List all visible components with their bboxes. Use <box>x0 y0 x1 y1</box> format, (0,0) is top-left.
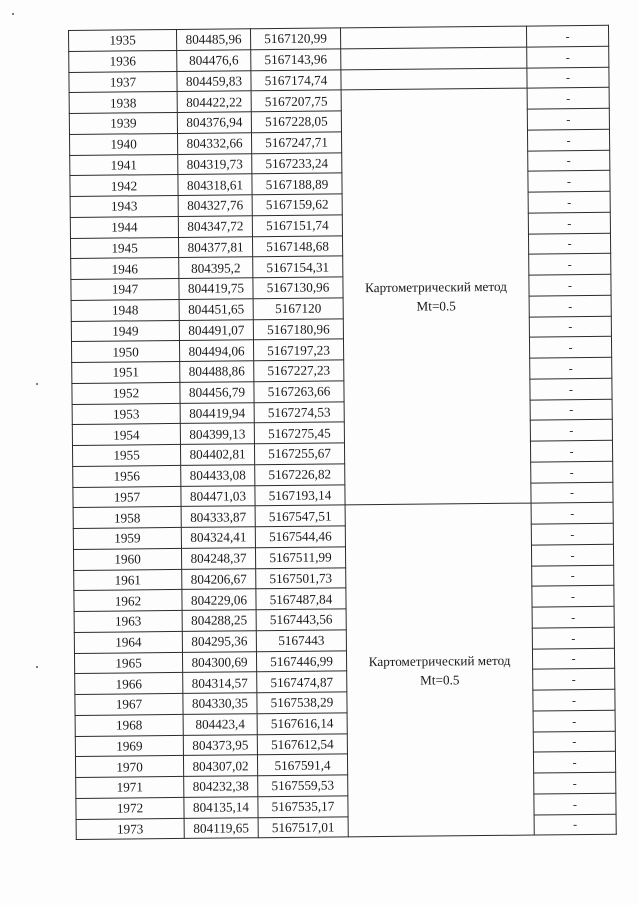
point-number-cell: 1963 <box>74 610 182 632</box>
note-cell: - <box>532 606 614 628</box>
point-number-cell: 1951 <box>72 361 180 383</box>
point-number-cell: 1973 <box>76 818 184 840</box>
x-coordinate-cell: 804248,37 <box>181 547 255 568</box>
note-cell: - <box>532 627 614 649</box>
x-coordinate-cell: 804485,96 <box>176 29 250 50</box>
point-number-cell: 1970 <box>75 756 183 778</box>
x-coordinate-cell: 804300,69 <box>182 651 256 672</box>
note-cell: - <box>528 150 610 172</box>
x-coordinate-cell: 804494,06 <box>179 340 253 361</box>
y-coordinate-cell: 5167443,56 <box>256 609 346 631</box>
y-coordinate-cell: 5167130,96 <box>253 277 343 299</box>
point-number-cell: 1953 <box>72 403 180 425</box>
coordinates-sheet <box>68 25 616 870</box>
y-coordinate-cell: 5167443 <box>256 630 346 652</box>
note-cell: - <box>533 731 615 753</box>
x-coordinate-cell: 804377,81 <box>178 236 252 257</box>
method-name: Картометрический метод <box>368 652 511 669</box>
y-coordinate-cell: 5167591,4 <box>257 754 347 776</box>
x-coordinate-cell: 804232,38 <box>184 776 258 797</box>
y-coordinate-cell: 5167228,05 <box>251 111 341 133</box>
coordinates-table-body <box>69 25 617 839</box>
point-number-cell: 1955 <box>72 444 180 466</box>
x-coordinate-cell: 804433,08 <box>181 464 255 485</box>
point-number-cell: 1950 <box>71 341 179 363</box>
y-coordinate-cell: 5167474,87 <box>257 671 347 693</box>
note-cell: - <box>526 25 608 47</box>
note-cell: - <box>532 565 614 587</box>
x-coordinate-cell: 804319,73 <box>178 153 252 174</box>
y-coordinate-cell: 5167274,53 <box>254 401 344 423</box>
x-coordinate-cell: 804318,61 <box>178 174 252 195</box>
y-coordinate-cell: 5167120,99 <box>250 28 340 50</box>
method-accuracy: Mt=0.5 <box>420 672 460 688</box>
x-coordinate-cell: 804423,4 <box>183 713 257 734</box>
point-number-cell: 1972 <box>76 797 184 819</box>
note-cell: - <box>530 420 612 442</box>
note-cell: - <box>529 295 611 317</box>
y-coordinate-cell: 5167188,89 <box>252 173 342 195</box>
x-coordinate-cell: 804206,67 <box>182 568 256 589</box>
note-cell: - <box>529 274 611 296</box>
x-coordinate-cell: 804347,72 <box>178 215 252 236</box>
point-number-cell: 1936 <box>69 50 177 72</box>
y-coordinate-cell: 5167154,31 <box>253 256 343 278</box>
y-coordinate-cell: 5167143,96 <box>251 49 341 71</box>
y-coordinate-cell: 5167120 <box>253 298 343 320</box>
method-name: Картометрический метод <box>365 279 507 296</box>
y-coordinate-cell: 5167174,74 <box>251 69 341 91</box>
y-coordinate-cell: 5167255,67 <box>254 443 344 465</box>
note-cell: - <box>534 814 616 836</box>
point-number-cell: 1968 <box>75 714 183 736</box>
point-number-cell: 1954 <box>72 424 180 446</box>
y-coordinate-cell: 5167535,17 <box>258 796 348 818</box>
note-cell: - <box>530 399 612 421</box>
method-cell-empty <box>341 47 527 70</box>
note-cell: - <box>530 357 612 379</box>
x-coordinate-cell: 804324,41 <box>181 527 255 548</box>
y-coordinate-cell: 5167547,51 <box>255 505 345 527</box>
point-number-cell: 1956 <box>73 465 181 487</box>
point-number-cell: 1946 <box>71 258 179 280</box>
note-cell: - <box>528 233 610 255</box>
y-coordinate-cell: 5167193,14 <box>255 484 345 506</box>
method-accuracy: Mt=0.5 <box>416 298 456 314</box>
note-cell: - <box>529 337 611 359</box>
method-cell-empty <box>340 26 526 49</box>
y-coordinate-cell: 5167559,53 <box>258 775 348 797</box>
note-cell: - <box>532 586 614 608</box>
point-number-cell: 1938 <box>69 92 177 114</box>
y-coordinate-cell: 5167612,54 <box>257 733 347 755</box>
scan-speck <box>36 383 38 385</box>
method-cell <box>341 88 531 505</box>
point-number-cell: 1957 <box>73 486 181 508</box>
note-cell: - <box>528 171 610 193</box>
x-coordinate-cell: 804459,83 <box>177 70 251 91</box>
note-cell: - <box>534 772 616 794</box>
point-number-cell: 1942 <box>70 175 178 197</box>
method-cell-empty <box>341 68 527 91</box>
note-cell: - <box>528 191 610 213</box>
x-coordinate-cell: 804402,81 <box>180 444 254 465</box>
y-coordinate-cell: 5167207,75 <box>251 90 341 112</box>
note-cell: - <box>527 67 609 89</box>
y-coordinate-cell: 5167247,71 <box>251 132 341 154</box>
x-coordinate-cell: 804307,02 <box>183 755 257 776</box>
point-number-cell: 1947 <box>71 278 179 300</box>
x-coordinate-cell: 804491,07 <box>179 319 253 340</box>
point-number-cell: 1943 <box>70 195 178 217</box>
x-coordinate-cell: 804314,57 <box>183 672 257 693</box>
x-coordinate-cell: 804135,14 <box>184 796 258 817</box>
x-coordinate-cell: 804451,65 <box>179 298 253 319</box>
note-cell: - <box>531 461 613 483</box>
note-cell: - <box>529 316 611 338</box>
y-coordinate-cell: 5167159,62 <box>252 194 342 216</box>
y-coordinate-cell: 5167151,74 <box>252 215 342 237</box>
y-coordinate-cell: 5167511,99 <box>255 547 345 569</box>
x-coordinate-cell: 804288,25 <box>182 610 256 631</box>
y-coordinate-cell: 5167446,99 <box>256 650 346 672</box>
note-cell: - <box>531 482 613 504</box>
note-cell: - <box>534 793 616 815</box>
point-number-cell: 1952 <box>72 382 180 404</box>
point-number-cell: 1966 <box>75 673 183 695</box>
x-coordinate-cell: 804419,75 <box>179 278 253 299</box>
point-number-cell: 1967 <box>75 693 183 715</box>
point-number-cell: 1944 <box>70 216 178 238</box>
point-number-cell: 1941 <box>70 154 178 176</box>
point-number-cell: 1935 <box>69 29 177 51</box>
point-number-cell: 1939 <box>69 112 177 134</box>
note-cell: - <box>531 503 613 525</box>
note-cell: - <box>530 378 612 400</box>
point-number-cell: 1960 <box>73 548 181 570</box>
x-coordinate-cell: 804333,87 <box>181 506 255 527</box>
point-number-cell: 1964 <box>74 631 182 653</box>
y-coordinate-cell: 5167263,66 <box>254 381 344 403</box>
note-cell: - <box>533 710 615 732</box>
x-coordinate-cell: 804456,79 <box>180 381 254 402</box>
x-coordinate-cell: 804373,95 <box>183 734 257 755</box>
x-coordinate-cell: 804332,66 <box>177 132 251 153</box>
point-number-cell: 1959 <box>73 527 181 549</box>
table-row <box>76 814 616 840</box>
y-coordinate-cell: 5167275,45 <box>254 422 344 444</box>
note-cell: - <box>531 523 613 545</box>
x-coordinate-cell: 804476,6 <box>177 49 251 70</box>
x-coordinate-cell: 804399,13 <box>180 423 254 444</box>
method-cell <box>345 503 534 837</box>
point-number-cell: 1965 <box>74 652 182 674</box>
y-coordinate-cell: 5167501,73 <box>256 567 346 589</box>
x-coordinate-cell: 804422,22 <box>177 91 251 112</box>
point-number-cell: 1945 <box>70 237 178 259</box>
y-coordinate-cell: 5167148,68 <box>252 235 342 257</box>
note-cell: - <box>527 46 609 68</box>
note-cell: - <box>531 544 613 566</box>
point-number-cell: 1971 <box>76 776 184 798</box>
y-coordinate-cell: 5167227,23 <box>254 360 344 382</box>
point-number-cell: 1948 <box>71 299 179 321</box>
x-coordinate-cell: 804295,36 <box>182 630 256 651</box>
coordinates-table <box>68 25 617 840</box>
point-number-cell: 1949 <box>71 320 179 342</box>
note-cell: - <box>533 689 615 711</box>
point-number-cell: 1969 <box>75 735 183 757</box>
point-number-cell: 1961 <box>74 569 182 591</box>
note-cell: - <box>533 752 615 774</box>
x-coordinate-cell: 804488,86 <box>180 361 254 382</box>
point-number-cell: 1937 <box>69 71 177 93</box>
note-cell: - <box>528 212 610 234</box>
y-coordinate-cell: 5167616,14 <box>257 713 347 735</box>
note-cell: - <box>527 108 609 130</box>
y-coordinate-cell: 5167517,01 <box>258 816 348 838</box>
x-coordinate-cell: 804119,65 <box>184 817 258 838</box>
point-number-cell: 1940 <box>70 133 178 155</box>
point-number-cell: 1962 <box>74 590 182 612</box>
y-coordinate-cell: 5167180,96 <box>253 318 343 340</box>
y-coordinate-cell: 5167487,84 <box>256 588 346 610</box>
x-coordinate-cell: 804330,35 <box>183 693 257 714</box>
note-cell: - <box>533 669 615 691</box>
scan-speck <box>12 13 14 15</box>
y-coordinate-cell: 5167197,23 <box>253 339 343 361</box>
y-coordinate-cell: 5167544,46 <box>255 526 345 548</box>
y-coordinate-cell: 5167538,29 <box>257 692 347 714</box>
scan-speck <box>36 666 38 668</box>
note-cell: - <box>532 648 614 670</box>
x-coordinate-cell: 804229,06 <box>182 589 256 610</box>
x-coordinate-cell: 804327,76 <box>178 195 252 216</box>
y-coordinate-cell: 5167233,24 <box>252 152 342 174</box>
x-coordinate-cell: 804376,94 <box>177 112 251 133</box>
x-coordinate-cell: 804471,03 <box>181 485 255 506</box>
note-cell: - <box>527 129 609 151</box>
y-coordinate-cell: 5167226,82 <box>255 464 345 486</box>
note-cell: - <box>527 88 609 110</box>
note-cell: - <box>529 254 611 276</box>
point-number-cell: 1958 <box>73 507 181 529</box>
x-coordinate-cell: 804395,2 <box>179 257 253 278</box>
note-cell: - <box>530 440 612 462</box>
x-coordinate-cell: 804419,94 <box>180 402 254 423</box>
